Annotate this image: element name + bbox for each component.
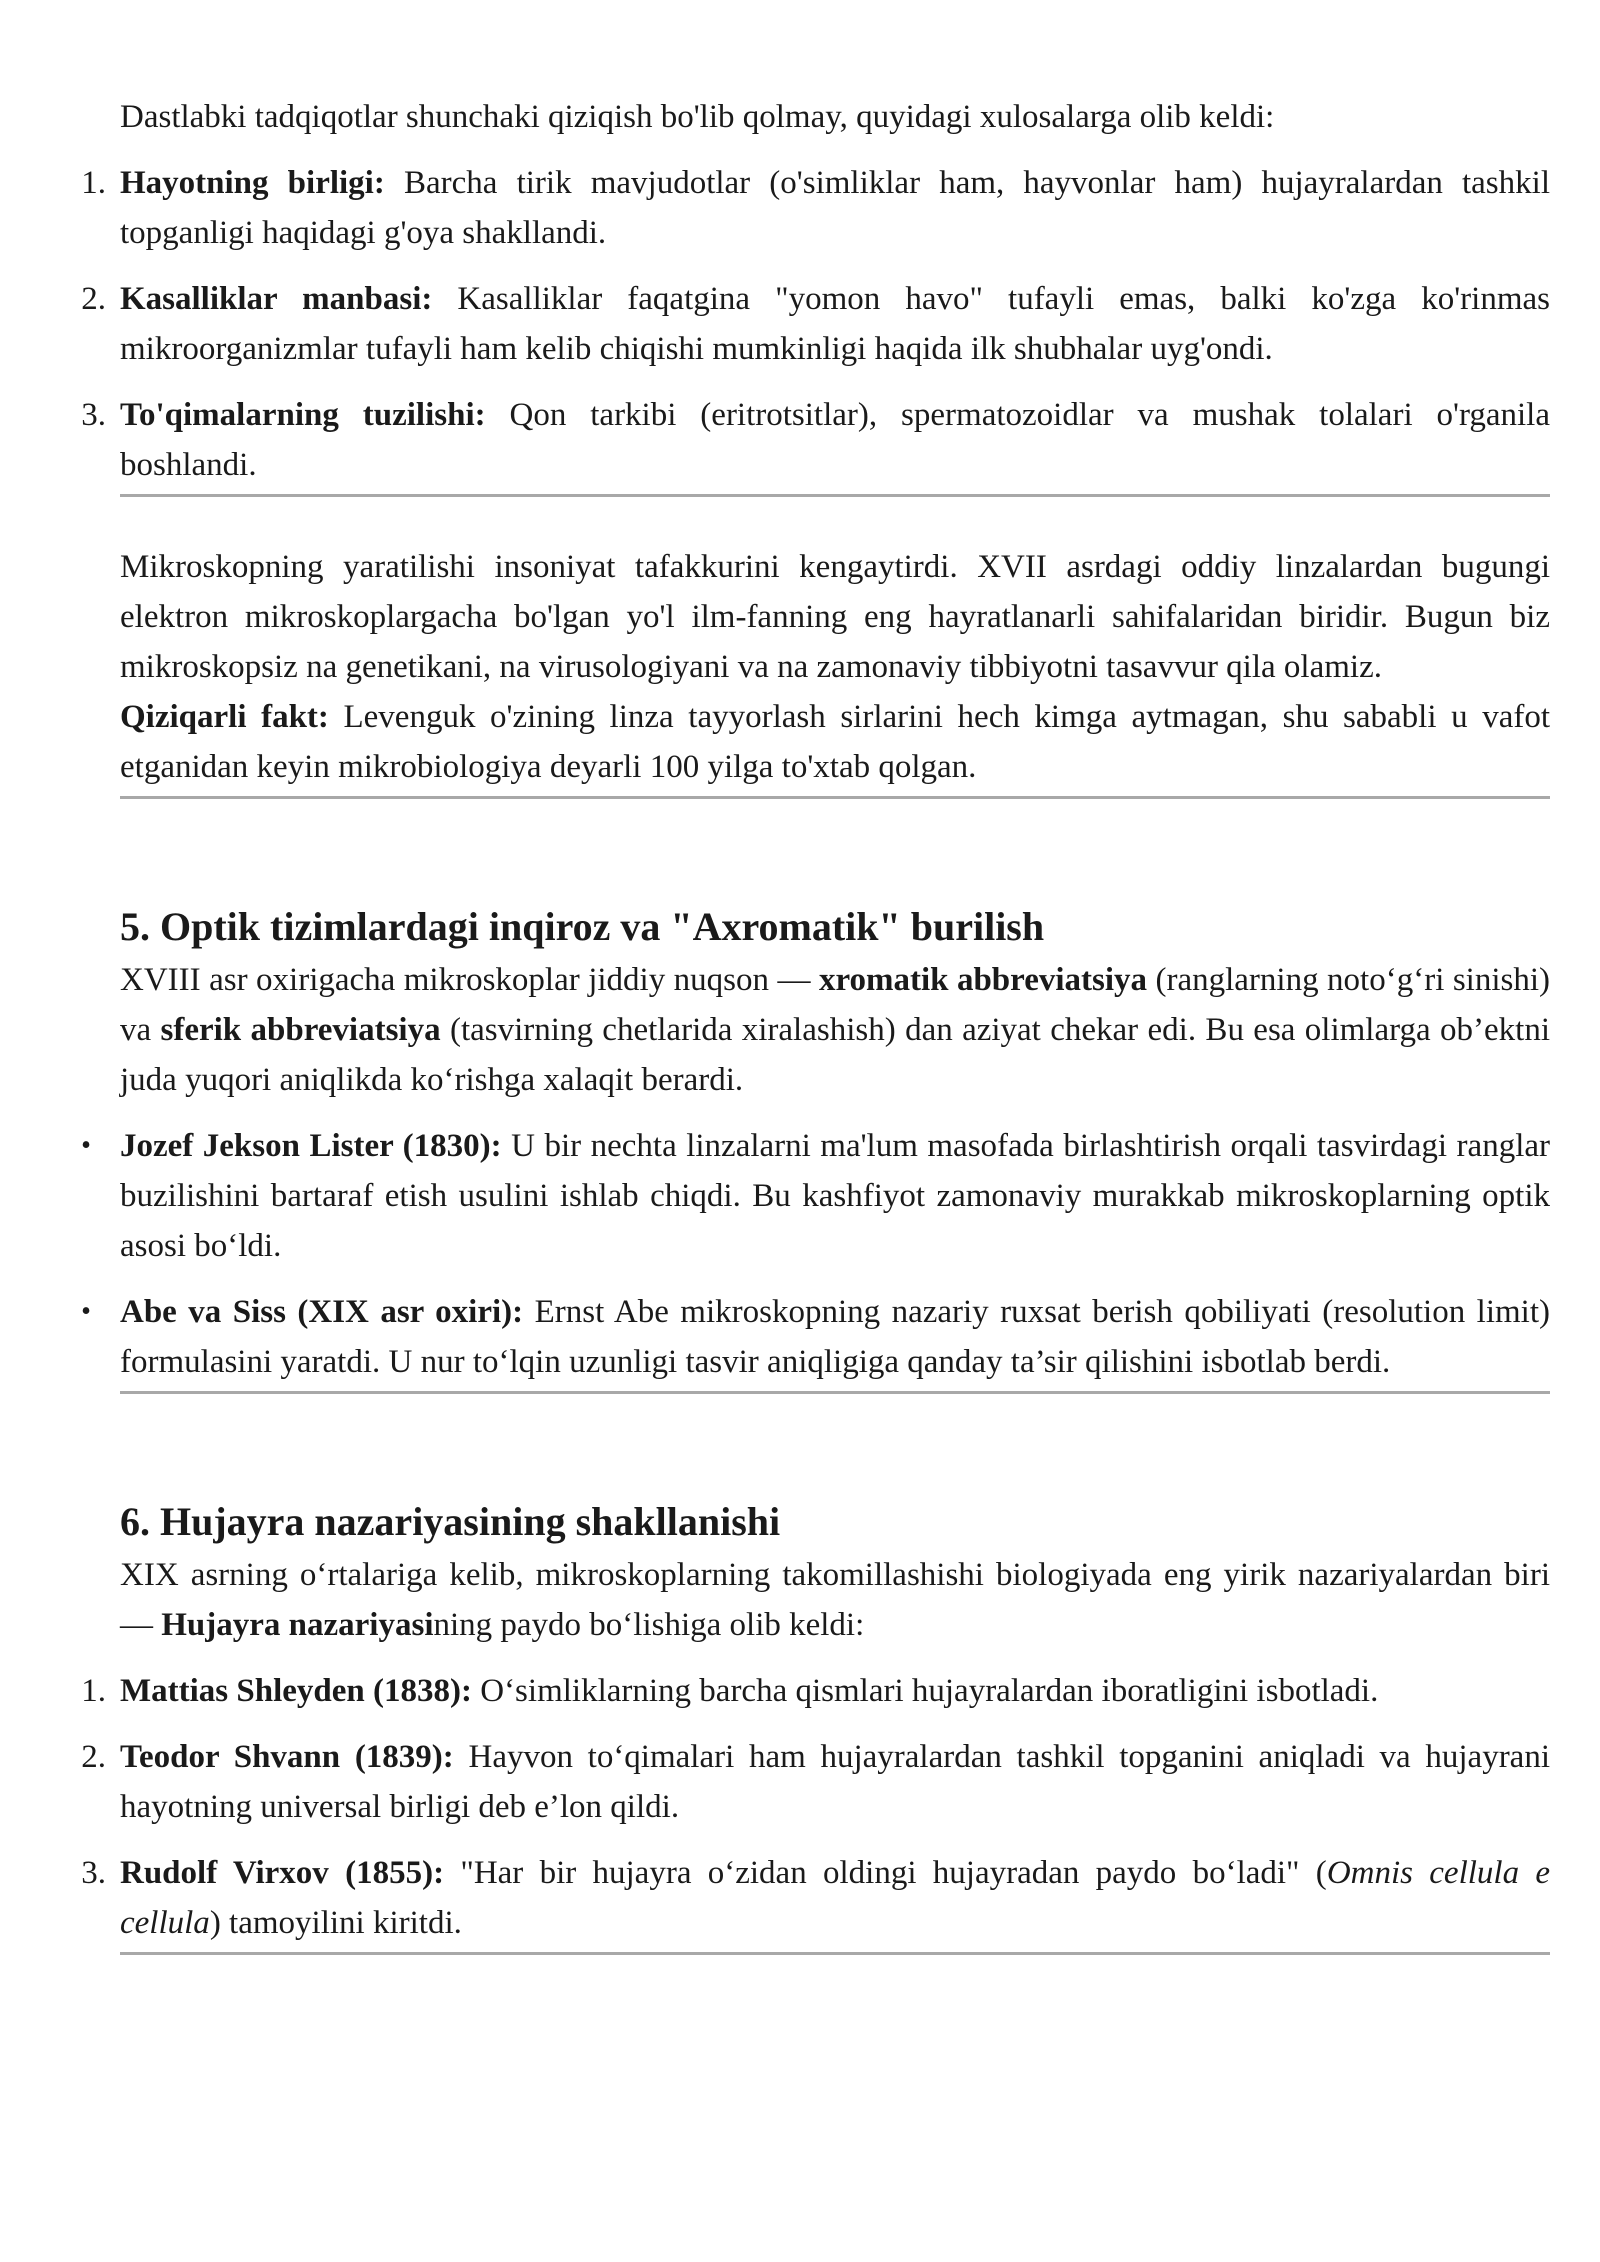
divider <box>120 1952 1550 1955</box>
list-item <box>81 1848 1551 1948</box>
list-item <box>81 1287 1551 1387</box>
list-item <box>81 390 1550 490</box>
list-item <box>81 1732 1550 1832</box>
section-heading-5: 5. Optik tizimlardagi inqiroz va "Axromatik" burilish <box>120 904 1045 949</box>
list-item <box>81 1666 1550 1716</box>
item-title: Mattias Shleyden (1838): <box>120 1673 472 1709</box>
document-page <box>81 92 1551 1955</box>
bullet-icon: • <box>81 1296 91 1327</box>
intro-paragraph: Dastlabki tadqiqotlar shunchaki qiziqish bo'lib qolmay, quyidagi xulosalarga olib keldi: <box>120 99 1275 135</box>
section5-paragraph <box>120 955 1550 1105</box>
item-title: Jozef Jekson Lister (1830): <box>120 1128 502 1164</box>
summary-paragraph: Mikroskopning yaratilishi insoniyat tafakkurini kengaytirdi. XVII asrdagi oddiy linzalardan bugungi elektron mikroskoplargacha bo'lgan yo'l ilm-fanning eng hayratlanarli sahifalaridan biridir. Bugun biz mikroskopsiz na genetikani, na virusologiyani va na zamonaviy tibbiyotni tasavvur qila olamiz. <box>120 549 1550 685</box>
section5-bullet-list <box>81 1121 1551 1387</box>
item-text: U bir nechta linzalarni ma'lum masofada birlashtirish orqali tasvirdagi ranglar buzilishini bartaraf etish usulini ishlab chiqdi. Bu kashfiyot zamonaviy murakkab mikroskoplarning optik asosi bo‘ldi. <box>120 1128 1550 1264</box>
fact-label: Qiziqarli fakt: <box>120 699 329 735</box>
text-run: (ranglarning noto‘g‘ri sinishi) va <box>120 962 1550 1048</box>
divider <box>120 494 1550 497</box>
list-number: 3. <box>81 1855 106 1891</box>
item-text: Barcha tirik mavjudotlar (o'simliklar ham, hayvonlar ham) hujayralardan tashkil topganligi haqidagi g'oya shakllandi. <box>120 165 1550 251</box>
item-text: O‘simliklarning barcha qismlari hujayralardan iboratligini isbotladi. <box>471 1673 1379 1709</box>
text-run: (tasvirning chetlarida xiralashish) dan aziyat chekar edi. Bu esa olimlarga ob’ektni juda yuqori aniqlikda ko‘rishga xalaqit berardi. <box>120 1012 1550 1098</box>
fact-paragraph <box>120 692 1550 792</box>
term-chromatic: xromatik abbreviatsiya <box>818 962 1148 998</box>
item-title: Teodor Shvann (1839): <box>120 1739 454 1775</box>
divider <box>120 1391 1550 1394</box>
latin-phrase: Omnis cellula e cellula <box>120 1855 1551 1941</box>
list-number: 1. <box>81 165 106 201</box>
text-run: ning paydo bo‘lishiga olib keldi: <box>433 1607 865 1643</box>
term-cell-theory: Hujayra nazariyasi <box>161 1607 434 1643</box>
list-item <box>81 158 1550 258</box>
item-title: Abe va Siss (XIX asr oxiri): <box>120 1294 524 1330</box>
list-item <box>81 1121 1550 1271</box>
item-text: Hayvon to‘qimalari ham hujayralardan tashkil topganini aniqladi va hujayrani hayotning universal birligi deb e’lon qildi. <box>120 1739 1550 1825</box>
list-number: 1. <box>81 1673 106 1709</box>
section-heading-6: 6. Hujayra nazariyasining shakllanishi <box>120 1499 781 1544</box>
divider <box>120 796 1550 799</box>
list-item <box>81 274 1550 374</box>
item-text: ) tamoyilini kiritdi. <box>209 1905 462 1941</box>
section6-paragraph <box>120 1550 1550 1650</box>
item-title: Rudolf Virxov (1855): <box>120 1855 445 1891</box>
bullet-icon: • <box>81 1130 91 1161</box>
text-run: XVIII asr oxirigacha mikroskoplar jiddiy nuqson — <box>120 962 819 998</box>
item-title: Hayotning birligi: <box>120 165 385 201</box>
item-title: Kasalliklar manbasi: <box>120 281 433 317</box>
fact-text: Levenguk o'zining linza tayyorlash sirlarini hech kimga aytmagan, shu sababli u vafot etganidan keyin mikrobiologiya deyarli 100 yilga to'xtab qolgan. <box>120 699 1551 785</box>
section6-list <box>81 1666 1551 1948</box>
list-number: 3. <box>81 397 106 433</box>
item-text: Ernst Abe mikroskopning nazariy ruxsat berish qobiliyati (resolution limit) formulasini yaratdi. U nur to‘lqin uzunligi tasvir aniqligiga qanday ta’sir qilishini isbotlab berdi. <box>120 1294 1551 1380</box>
item-title: To'qimalarning tuzilishi: <box>120 397 486 433</box>
list-number: 2. <box>81 1739 106 1775</box>
text-run: XIX asrning o‘rtalariga kelib, mikroskoplarning takomillashishi biologiyada eng yirik nazariyalardan biri — <box>120 1557 1550 1643</box>
item-text: "Har bir hujayra o‘zidan oldingi hujayradan paydo bo‘ladi" ( <box>444 1855 1327 1891</box>
term-spherical: sferik abbreviatsiya <box>160 1012 441 1048</box>
list-number: 2. <box>81 281 106 317</box>
item-text: Kasalliklar faqatgina "yomon havo" tufayli emas, balki ko'zga ko'rinmas mikroorganizmlar tufayli ham kelib chiqishi mumkinligi haqida ilk shubhalar uyg'ondi. <box>120 281 1550 367</box>
item-text: Qon tarkibi (eritrotsitlar), spermatozoidlar va mushak tolalari o'rganila boshlandi. <box>120 397 1550 483</box>
conclusions-list <box>81 158 1550 490</box>
